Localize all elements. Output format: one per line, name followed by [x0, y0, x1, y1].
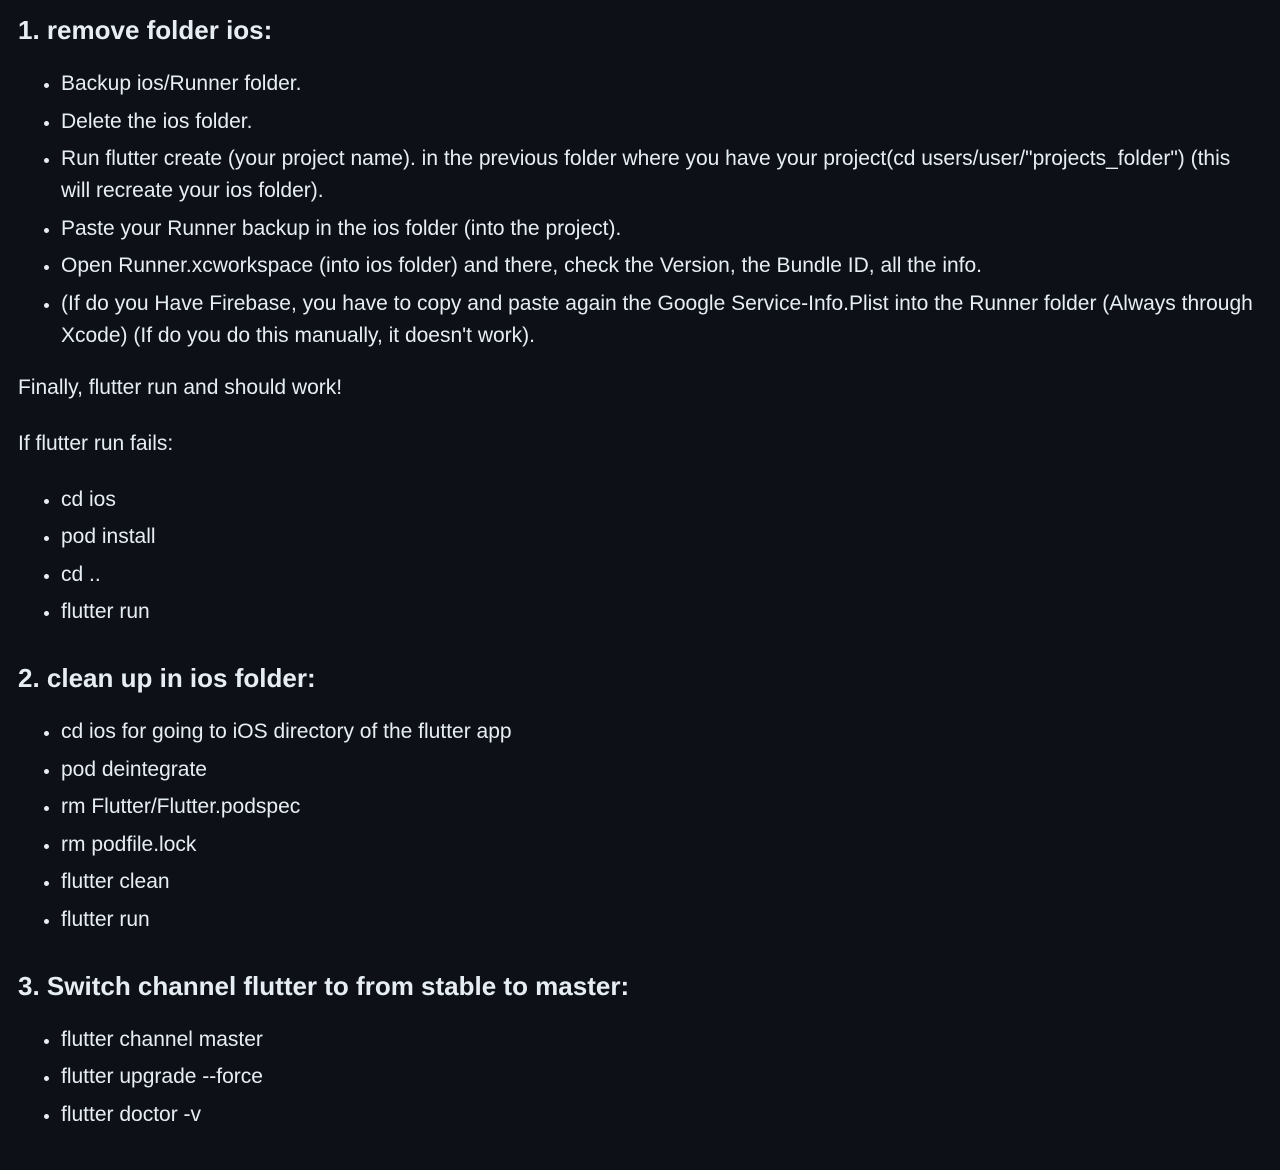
list-item: • rm Flutter/Flutter.podspec [61, 791, 1262, 823]
list-item: • (If do you Have Firebase, you have to copy and paste again the Google Service-Info.Plist into the Runner folder (Always through Xcode) (If do you do this manually, it doesn't work). [61, 288, 1262, 352]
list-item: • rm podfile.lock [61, 829, 1262, 861]
list-item: • flutter upgrade --force [61, 1061, 1262, 1093]
list-item: • Open Runner.xcworkspace (into ios folder) and there, check the Version, the Bundle ID, all the info. [61, 250, 1262, 282]
list-item: • flutter clean [61, 866, 1262, 898]
section-heading: 1. remove folder ios: [18, 15, 273, 45]
section-switch-channel [18, 968, 1262, 1131]
list-item: • cd ios [61, 484, 1262, 516]
paragraph-finally: Finally, flutter run and should work! [18, 375, 343, 399]
list-item: • Paste your Runner backup in the ios folder (into the project). [61, 213, 1262, 245]
list-item: • pod install [61, 521, 1262, 553]
list-item: • flutter channel master [61, 1024, 1262, 1056]
list-item: • flutter run [61, 904, 1262, 936]
fallback-step-list [18, 484, 1262, 629]
list-item: • pod deintegrate [61, 754, 1262, 786]
list-item: • Delete the ios folder. [61, 106, 1262, 138]
section-heading: 3. Switch channel flutter to from stable to master: [18, 970, 630, 1001]
step-list [18, 1024, 1262, 1131]
section-heading: 2. clean up in ios folder: [18, 663, 316, 693]
list-item: • flutter doctor -v [61, 1099, 1262, 1131]
paragraph-if-fails: If flutter run fails: [18, 431, 174, 455]
section-clean-up-ios [18, 660, 1262, 936]
section-remove-folder-ios [18, 12, 1262, 628]
list-item: • flutter run [61, 596, 1262, 628]
list-item: • cd .. [61, 559, 1262, 591]
step-list [18, 716, 1262, 936]
step-list [18, 68, 1262, 352]
list-item: • Run flutter create (your project name). in the previous folder where you have your project(cd users/user/"projects_folder") (this will recreate your ios folder). [61, 143, 1262, 207]
list-item: • cd ios for going to iOS directory of the flutter app [61, 716, 1262, 748]
list-item: • Backup ios/Runner folder. [61, 68, 1262, 100]
